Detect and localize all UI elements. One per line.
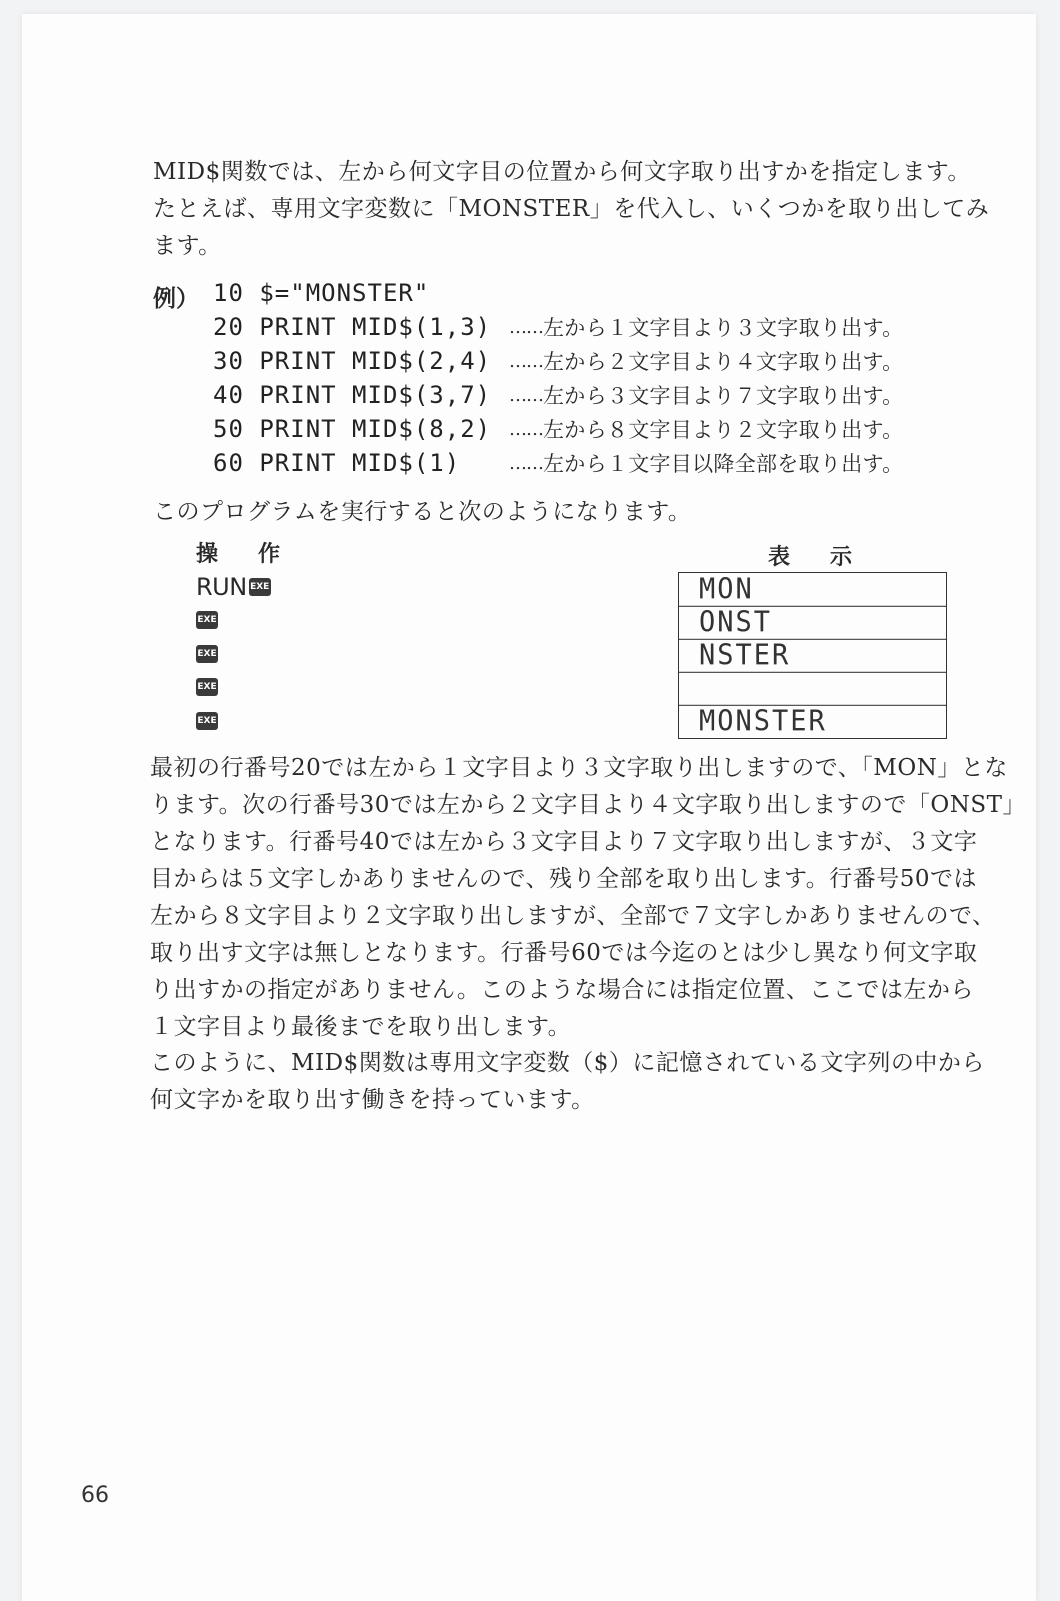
conclusion-paragraph [150, 1045, 985, 1119]
code-line [213, 412, 903, 446]
display-cell: NSTER [679, 638, 946, 673]
leader-dots: …… [509, 418, 543, 440]
display-header: 表示 [768, 544, 893, 570]
display-cell: MONSTER [699, 705, 827, 738]
operations-header: 操作 [196, 541, 321, 567]
display-cell: MON [679, 572, 946, 607]
text-line: 左から８文字目より２文字取り出しますが、全部で７文字しかありませんので、 [150, 903, 996, 929]
text-line: 何文字かを取り出す働きを持っています。 [150, 1087, 595, 1113]
page-number: 66 [81, 1483, 109, 1508]
code-comment: 左から１文字目より３文字取り出す。 [543, 316, 904, 340]
code-comment: 左から２文字目より４文字取り出す。 [543, 350, 904, 374]
transition-text: このプログラムを実行すると次のようになります。 [153, 499, 692, 525]
leader-dots: …… [509, 384, 543, 406]
code-source: 40 PRINT MID$(3,7) [213, 381, 492, 409]
code-source: 20 PRINT MID$(1,3) [213, 313, 492, 341]
code-comment: 左から８文字目より２文字取り出す。 [543, 418, 904, 442]
text-line: 最初の行番号20では左から１文字目より３文字取り出しますので、「MON」とな [150, 755, 1008, 781]
example-label: 例） [153, 285, 199, 312]
display-table [678, 572, 947, 739]
code-listing [213, 276, 903, 480]
text-line: MID$関数では、左から何文字目の位置から何文字取り出すかを指定します。 [153, 159, 971, 185]
exe-key-icon: EXE [196, 645, 218, 663]
operation-step [196, 570, 271, 604]
text-line: 目からは５文字しかありませんので、残り全部を取り出します。行番号50では [150, 866, 977, 892]
intro-paragraph [153, 154, 989, 265]
explanation-paragraph [150, 750, 1026, 1046]
text-line: たとえば、専用文字変数に「MONSTER」を代入し、いくつかを取り出してみ [153, 196, 990, 222]
leader-dots: …… [509, 452, 543, 474]
code-line [213, 378, 903, 412]
operation-step [196, 604, 271, 638]
code-line [213, 310, 903, 344]
display-cell [679, 671, 946, 706]
display-cell: ONST [679, 605, 946, 640]
text-line: ります。次の行番号30では左から２文字目より４文字取り出しますので「ONST」 [150, 792, 1027, 818]
text-line: このように、MID$関数は専用文字変数（$）に記憶されている文字列の中から [150, 1050, 985, 1076]
operation-step [196, 637, 271, 671]
operation-step [196, 704, 271, 738]
exe-key-icon: EXE [196, 712, 218, 730]
exe-key-icon: EXE [196, 611, 218, 629]
text-line: 取り出す文字は無しとなります。行番号60では今迄のとは少し異なり何文字取 [150, 940, 978, 966]
code-comment: 左から３文字目より７文字取り出す。 [543, 384, 904, 408]
code-source: 30 PRINT MID$(2,4) [213, 347, 492, 375]
exe-key-icon: EXE [249, 578, 271, 596]
text-line: １文字目より最後までを取り出します。 [150, 1014, 572, 1040]
run-command: RUN [196, 572, 247, 601]
leader-dots: …… [509, 316, 543, 338]
text-line: り出すかの指定がありません。このような場合には指定位置、ここでは左から [150, 977, 974, 1003]
text-line: となります。行番号40では左から３文字目より７文字取り出しますが、３文字 [150, 829, 978, 855]
code-line [213, 446, 903, 480]
code-source: 50 PRINT MID$(8,2) [213, 415, 492, 443]
operation-step [196, 671, 271, 705]
code-comment: 左から１文字目以降全部を取り出す。 [543, 452, 904, 476]
code-source: 10 $="MONSTER" [213, 279, 430, 307]
exe-key-icon: EXE [196, 678, 218, 696]
code-line [213, 276, 903, 310]
code-source: 60 PRINT MID$(1) [213, 449, 461, 477]
leader-dots: …… [509, 350, 543, 372]
operations-column [196, 570, 271, 738]
code-line [213, 344, 903, 378]
text-line: ます。 [153, 233, 222, 259]
